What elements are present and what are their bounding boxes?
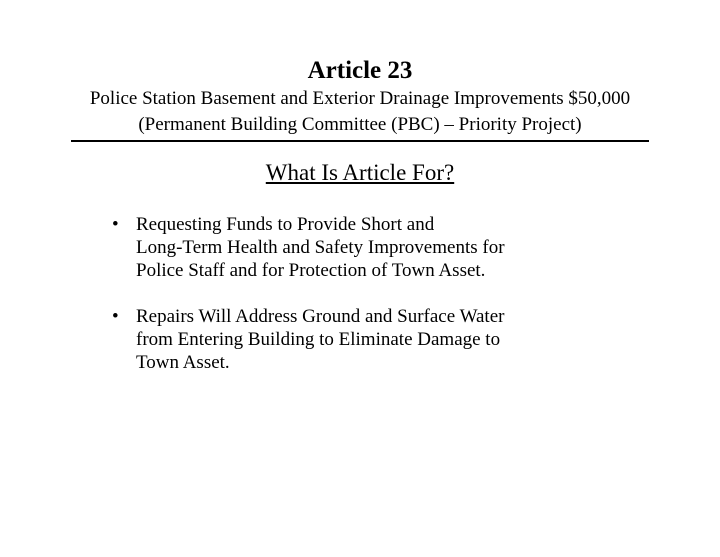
bullet-line: Police Staff and for Protection of Town Asset. [136, 260, 486, 281]
bullet-item [110, 213, 580, 282]
title-divider [71, 140, 649, 142]
bullet-marker: • [112, 306, 119, 327]
bullet-line: Town Asset. [136, 352, 230, 373]
section-heading: What Is Article For? [265, 160, 455, 185]
bullet-line: Long-Term Health and Safety Improvements for [136, 237, 505, 258]
bullet-marker: • [112, 214, 119, 235]
slide-header [0, 56, 720, 138]
bullet-line: from Entering Building to Eliminate Damage to [136, 329, 501, 350]
bullet-line: Requesting Funds to Provide Short and [136, 214, 435, 235]
bullet-list [110, 213, 580, 397]
article-title: Article 23 [307, 57, 413, 84]
article-subtitle-line-1: Police Station Basement and Exterior Drainage Improvements $50,000 [89, 88, 631, 109]
bullet-item [110, 305, 580, 374]
article-subtitle-line-2: (Permanent Building Committee (PBC) – Priority Project) [138, 114, 582, 135]
bullet-line: Repairs Will Address Ground and Surface Water [136, 306, 505, 327]
